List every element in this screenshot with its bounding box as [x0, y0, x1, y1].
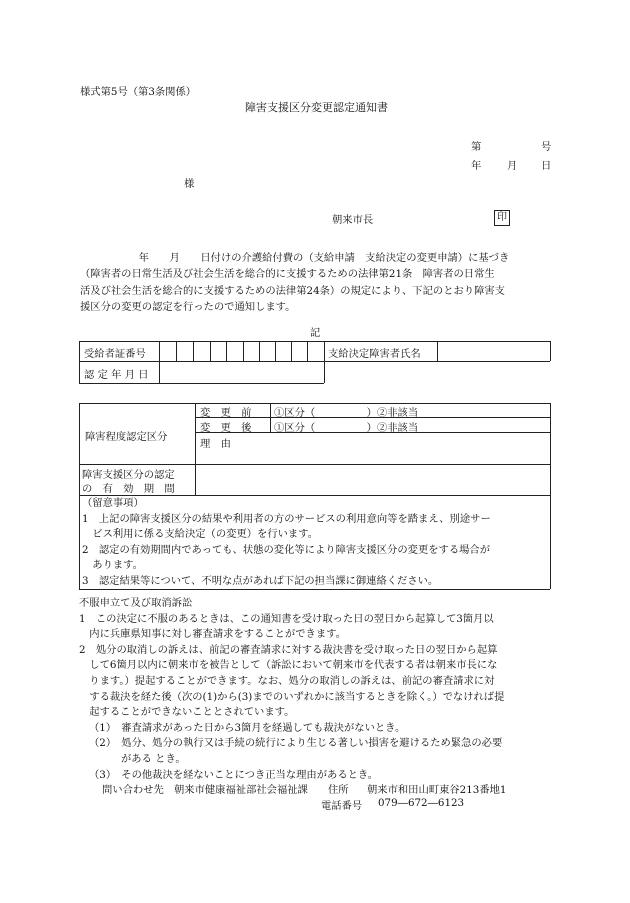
contact-dept: 朝来市健康福祉部社会福祉課	[174, 784, 308, 796]
appeal-subitem: （3） その他裁決を経ないことにつき正当な理由があるとき。	[89, 768, 379, 781]
before-value: ①区分（ ）②非該当	[274, 407, 419, 419]
appeal-line: して6箇月以内に朝来市を被告として（訴訟において朝来市を代表する者は朝来市長にな	[79, 659, 498, 672]
seal-mark: 印	[494, 210, 510, 226]
date-day: 日	[541, 160, 552, 172]
appeal-subitem: （2） 処分、処分の執行又は手続の続行により生じる著しい損害を避けるため緊急の必要	[89, 737, 503, 750]
appeal-section	[79, 596, 504, 783]
contact-tel: 079―672―6123	[378, 797, 465, 809]
recipient-name-label: 支給決定障害者氏名	[328, 348, 421, 360]
form-number: 様式第5号（第3条関係）	[80, 86, 197, 98]
before-label: 変 更 前	[200, 407, 252, 419]
after-label: 変 更 後	[200, 422, 252, 434]
note-line: 2 認定の有効期間内であっても、状態の変化等により障害支援区分の変更をする場合が	[82, 543, 491, 556]
appeal-line: 2 処分の取消しの訴えは、前記の審査請求に対する裁決書を受け取った日の翌日から起算	[79, 643, 498, 656]
body-line: 援区分の変更の認定を行ったので通知します。	[80, 301, 296, 314]
body-line: 活及び社会生活を総合的に支援するための法律第24条）の規定により、下記のとおり障害支	[80, 284, 505, 297]
contact-addr-label: 住所	[328, 784, 349, 796]
contact-tel-label: 電話番号	[321, 800, 363, 812]
appeal-line: 内に兵庫県知事に対し審査請求をすることができます。	[79, 628, 346, 641]
date-month: 月	[507, 160, 518, 172]
contact-label: 問い合わせ先	[102, 784, 164, 796]
number-prefix: 第	[471, 141, 482, 153]
appeal-line: ります。）提起することができます。なお、処分の取消しの訴えは、前記の審査請求に対	[79, 674, 495, 687]
after-value: ①区分（ ）②非該当	[274, 422, 419, 434]
addressee-suffix: 様	[184, 178, 195, 190]
reason-label: 理 由	[200, 438, 231, 450]
notes-title: （留意事項）	[82, 497, 144, 509]
appeal-subitem: がある とき。	[121, 752, 186, 765]
period-label-1: 障害支援区分の認定	[82, 469, 175, 481]
certification-date-label: 認 定 年 月 日	[84, 369, 149, 381]
note-line: ビス利用に係る支給決定（の変更）を行います。	[82, 528, 319, 541]
body-line: 年 月 日付けの介護給付費の（支給申請 支給決定の変更申請）に基づき	[118, 252, 510, 264]
note-line: 1 上記の障害支援区分の結果や利用者の方のサービスの利用意向等を踏まえ、別途サー	[82, 512, 491, 525]
appeal-line: する裁決を経た後（次の(1)から(3)までのいずれかに該当するときを除く。）でなければ提	[79, 690, 505, 703]
body-line: （障害者の日常生活及び社会生活を総合的に支援するための法律第21条 障害者の日常生	[80, 268, 495, 281]
appeal-title: 不服申立て及び取消訴訟	[79, 597, 193, 609]
appeal-line: 1 この決定に不服のあるときは、この通知書を受け取った日の翌日から起算して3箇月以	[79, 612, 494, 625]
document-title: 障害支援区分変更認定通知書	[245, 101, 388, 114]
period-label-2: の 有 効 期 間	[82, 483, 175, 495]
appeal-line: 起することができないこととされています。	[79, 706, 295, 719]
number-suffix: 号	[541, 141, 552, 153]
body-text	[80, 250, 509, 316]
note-line: 3 認定結果等について、不明な点があれば下記の担当課に御連絡ください。	[82, 574, 439, 587]
contact-address: 朝来市和田山町東谷213番地1	[367, 784, 507, 796]
issuer: 朝来市長	[332, 214, 374, 226]
date-year: 年	[471, 160, 482, 172]
recipient-number-label: 受給者証番号	[84, 348, 146, 360]
degree-label: 障害程度認定区分	[85, 431, 168, 443]
appeal-subitem: （1） 審査請求があった日から3箇月を経過しても裁決がないとき。	[89, 721, 406, 734]
notes	[82, 496, 491, 590]
ki-mark: 記	[310, 327, 321, 339]
note-line: あります。	[82, 559, 143, 572]
